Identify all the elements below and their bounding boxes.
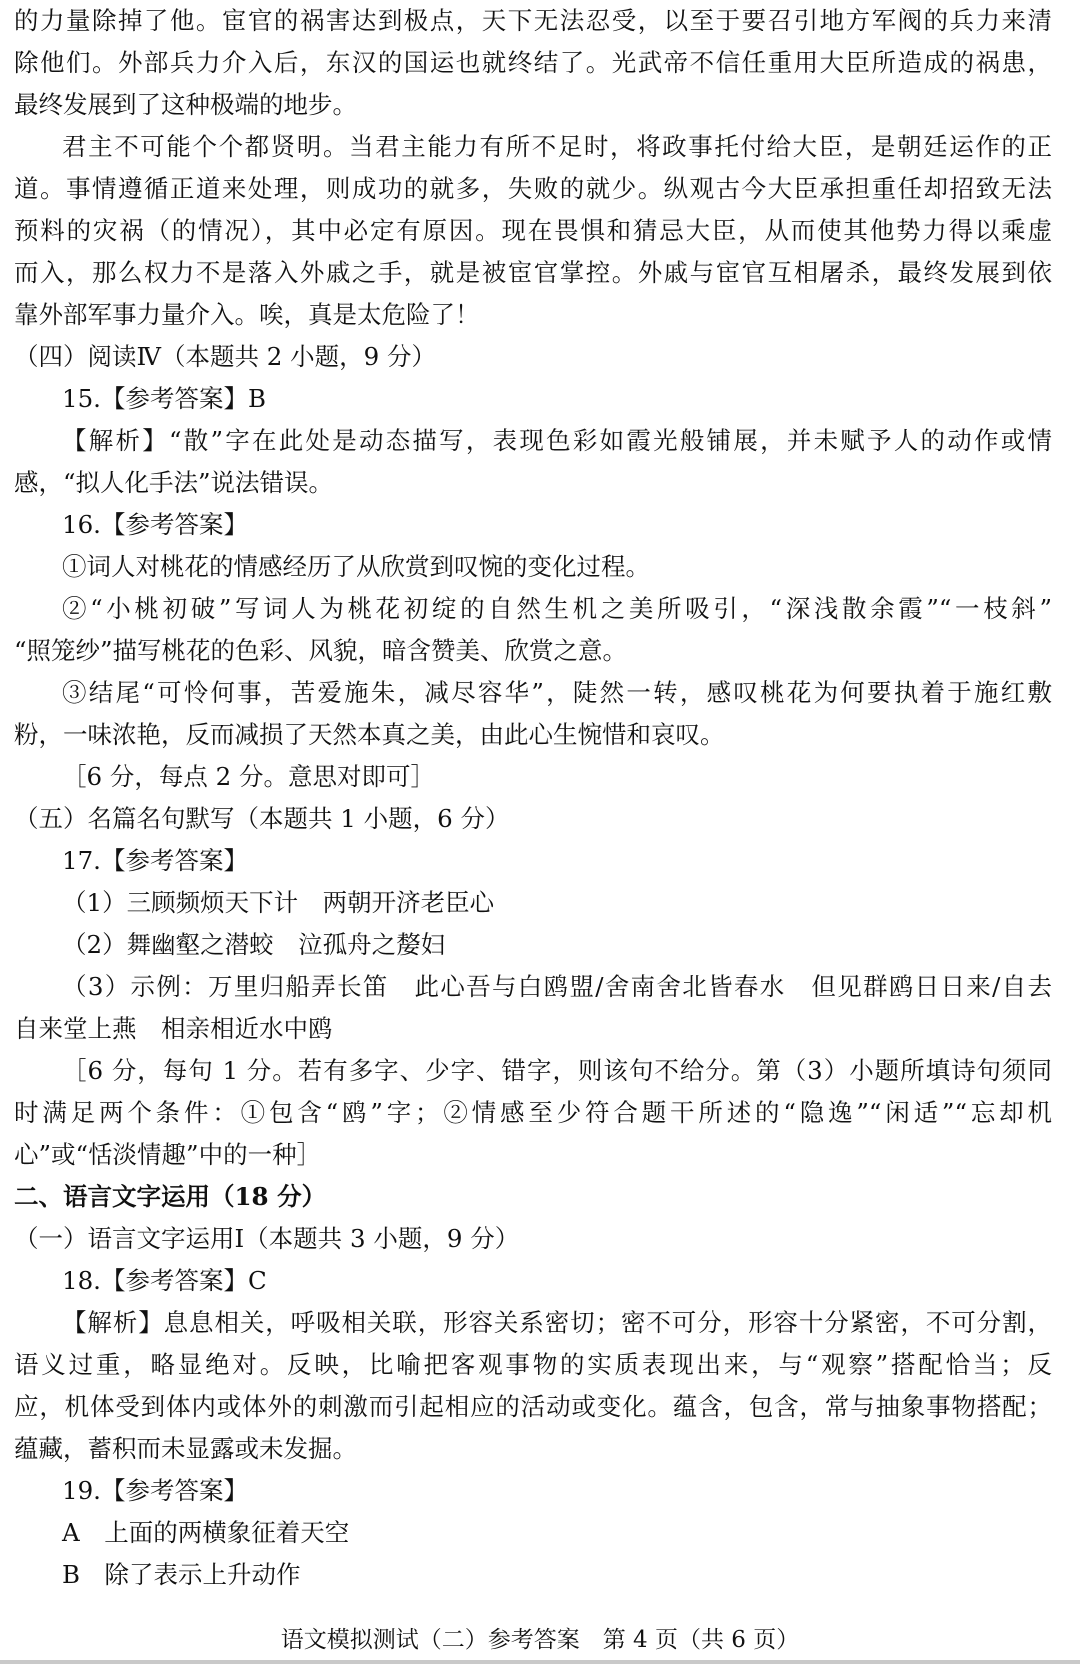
text-line: 感，“拟人化手法”说法错误。 <box>14 468 334 497</box>
text-line: 道。事情遵循正道来处理，则成功的就多，失败的就少。纵观古今大臣承担重任却招致无法 <box>14 174 1052 203</box>
answer-heading: 18.【参考答案】C <box>62 1266 267 1295</box>
text-line: 应，机体受到体内或体外的刺激而引起相应的活动或变化。蕴含，包含，常与抽象事物搭配； <box>14 1392 1052 1421</box>
text-line: ②“小桃初破”写词人为桃花初绽的自然生机之美所吸引，“深浅散余霞”“一枝斜” <box>62 594 1052 623</box>
text-line: B 除了表示上升动作 <box>62 1560 301 1589</box>
text-line: 语义过重，略显绝对。反映，比喻把客观事物的实质表现出来，与“观察”搭配恰当；反 <box>14 1350 1052 1379</box>
text-line: 而入，那么权力不是落入外戚之手，就是被宦官掌控。外戚与宦官互相屠杀，最终发展到依 <box>14 258 1052 287</box>
text-line: A 上面的两横象征着天空 <box>62 1518 350 1547</box>
section-heading: （五）名篇名句默写（本题共 1 小题，6 分） <box>14 804 510 833</box>
section-heading: （一）语言文字运用Ⅰ（本题共 3 小题，9 分） <box>14 1224 520 1253</box>
answer-heading: 19.【参考答案】 <box>62 1476 248 1505</box>
scoring-note: 时满足两个条件：①包含“鸥”字；②情感至少符合题干所述的“隐逸”“闲适”“忘却机 <box>14 1098 1052 1127</box>
text-line: ①词人对桃花的情感经历了从欣赏到叹惋的变化过程。 <box>62 552 650 581</box>
answer-heading: 16.【参考答案】 <box>62 510 248 539</box>
answer-text <box>14 0 1052 1596</box>
text-line: （1）三顾频烦天下计 两朝开济老臣心 <box>62 888 495 917</box>
text-line: 预料的灾祸（的情况），其中必定有原因。现在畏惧和猜忌大臣，从而使其他势力得以乘虚 <box>14 216 1052 245</box>
scoring-note: 心”或“恬淡情趣”中的一种］ <box>14 1140 322 1169</box>
text-line: ③结尾“可怜何事，苦爱施朱，减尽容华”，陡然一转，感叹桃花为何要执着于施红敷 <box>62 678 1052 707</box>
answer-heading: 17.【参考答案】 <box>62 846 248 875</box>
text-line: 除他们。外部兵力介入后，东汉的国运也就终结了。光武帝不信任重用大臣所造成的祸患， <box>14 48 1052 77</box>
text-line: 粉，一味浓艳，反而减损了天然本真之美，由此心生惋惜和哀叹。 <box>14 720 725 749</box>
section-heading: （四）阅读Ⅳ（本题共 2 小题，9 分） <box>14 342 437 371</box>
text-line: 自来堂上燕 相亲相近水中鸥 <box>14 1014 333 1043</box>
text-line: 的力量除掉了他。宦官的祸害达到极点，天下无法忍受，以至于要召引地方军阀的兵力来清 <box>14 6 1052 35</box>
text-line: 靠外部军事力量介入。唉，真是太危险了！ <box>14 300 480 329</box>
part-heading: 二、语言文字运用（18 分） <box>14 1182 327 1211</box>
text-line: 蕴藏，蓄积而未显露或未发掘。 <box>14 1434 357 1463</box>
text-line: 最终发展到了这种极端的地步。 <box>14 90 357 119</box>
scoring-note: ［6 分，每句 1 分。若有多字、少字、错字，则该句不给分。第（3）小题所填诗句须同 <box>62 1056 1052 1085</box>
text-line: 【解析】“散”字在此处是动态描写，表现色彩如霞光般铺展，并未赋予人的动作或情 <box>62 426 1052 455</box>
text-line: 【解析】息息相关，呼吸相关联，形容关系密切；密不可分，形容十分紧密，不可分割， <box>62 1308 1052 1337</box>
page-edge-divider <box>0 1660 1080 1664</box>
text-line: “照笼纱”描写桃花的色彩、风貌，暗含赞美、欣赏之意。 <box>14 636 628 665</box>
text-line: 君主不可能个个都贤明。当君主能力有所不足时，将政事托付给大臣，是朝廷运作的正 <box>62 132 1052 161</box>
text-line: （3）示例：万里归船弄长笛 此心吾与白鸥盟/舍南舍北皆春水 但见群鸥日日来/自去 <box>62 972 1052 1001</box>
page-footer: 语文模拟测试（二）参考答案 第 4 页（共 6 页） <box>280 1627 800 1653</box>
answer-heading: 15.【参考答案】B <box>62 384 266 413</box>
scoring-note: ［6 分，每点 2 分。意思对即可］ <box>62 762 436 791</box>
text-line: （2）舞幽壑之潜蛟 泣孤舟之嫠妇 <box>62 930 446 959</box>
